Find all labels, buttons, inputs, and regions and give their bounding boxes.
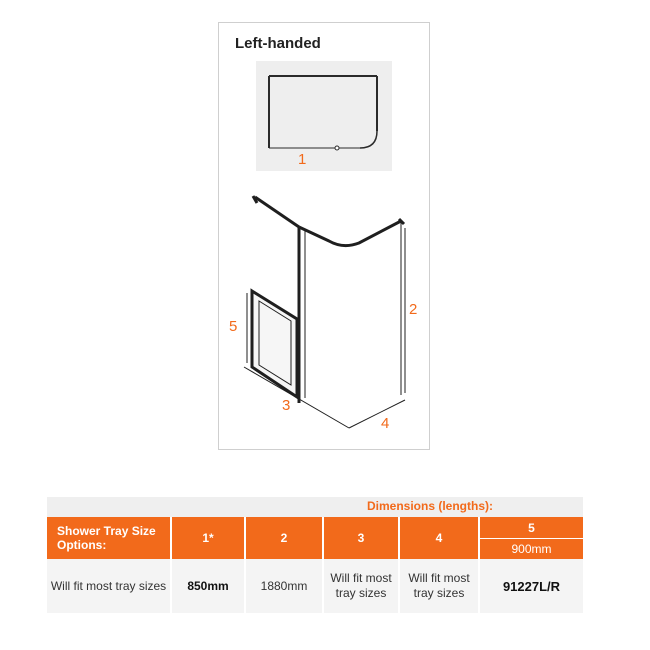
table-row bbox=[47, 559, 583, 613]
header-5-sub: 900mm bbox=[511, 541, 552, 556]
plan-drawing bbox=[269, 76, 377, 150]
cell-1: 850mm bbox=[172, 559, 246, 613]
diagram-title: Left-handed bbox=[235, 35, 321, 52]
label-2: 2 bbox=[409, 301, 418, 318]
cell-5: 91227L/R bbox=[502, 578, 561, 594]
header-2: 2 bbox=[246, 517, 324, 559]
dimensions-table bbox=[47, 497, 583, 617]
shower-screen-drawing bbox=[244, 196, 405, 428]
cell-tray-size: Will fit most tray sizes bbox=[47, 559, 172, 613]
label-4: 4 bbox=[381, 415, 390, 432]
header-tray-size: Shower Tray Size Options: bbox=[47, 517, 172, 559]
cell-3: Will fit most tray sizes bbox=[324, 559, 400, 613]
header-3: 3 bbox=[324, 517, 400, 559]
header-1: 1* bbox=[172, 517, 246, 559]
header-5-label: 5 bbox=[480, 518, 583, 539]
cell-2: 1880mm bbox=[246, 559, 324, 613]
header-5 bbox=[480, 517, 583, 559]
label-5: 5 bbox=[229, 318, 238, 335]
table-header-row bbox=[47, 517, 583, 559]
label-3: 3 bbox=[282, 397, 291, 414]
shower-diagram bbox=[219, 23, 431, 451]
diagram-panel bbox=[218, 22, 430, 450]
header-4: 4 bbox=[400, 517, 480, 559]
label-1: 1 bbox=[298, 151, 307, 168]
cell-4: Will fit most tray sizes bbox=[400, 559, 480, 613]
dimensions-title: Dimensions (lengths): bbox=[366, 499, 493, 513]
